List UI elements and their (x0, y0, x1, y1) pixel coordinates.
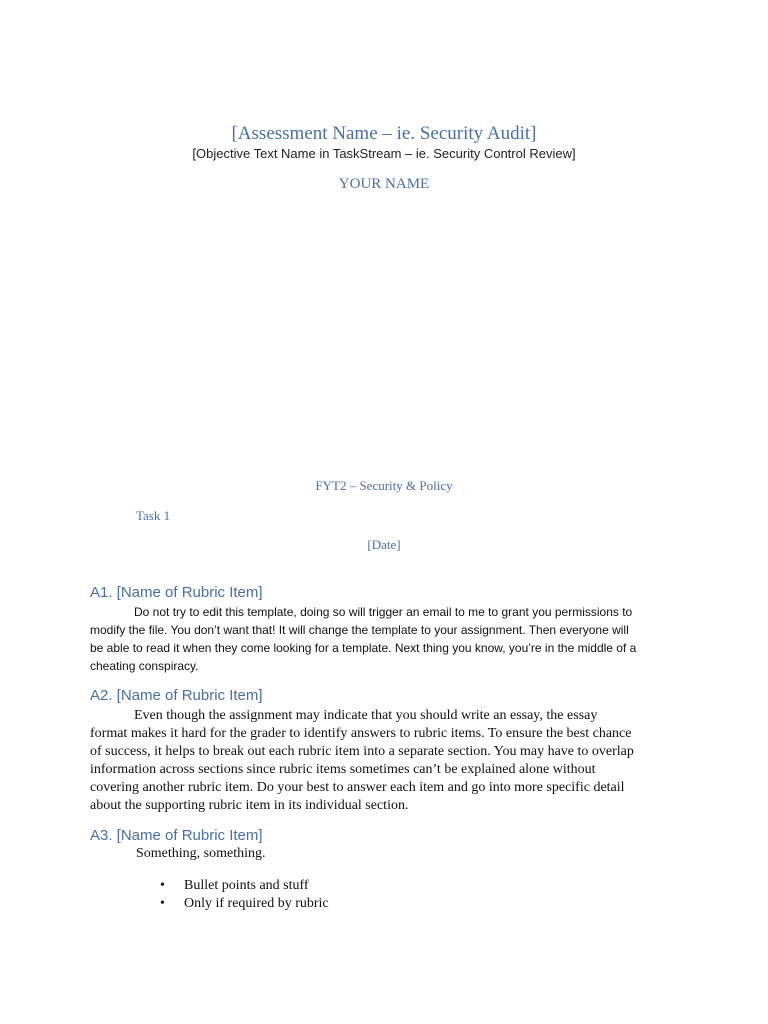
bullet-icon: • (160, 896, 165, 911)
paragraph-line: about the supporting rubric item in its individual section. (90, 798, 409, 813)
section-a3-body: Something, something. (136, 846, 266, 861)
date-label: [Date] (367, 537, 401, 552)
paragraph-line: modify the file. You don’t want that! It will change the template to your assignment. Then everyone will (90, 623, 629, 637)
objective-subtitle: [Objective Text Name in TaskStream – ie. Security Control Review] (192, 146, 576, 161)
section-a1-heading: A1. [Name of Rubric Item] (90, 584, 263, 601)
list-item (160, 895, 329, 913)
course-name: FYT2 – Security & Policy (315, 478, 453, 493)
paragraph-line: cheating conspiracy. (90, 659, 199, 673)
bullet-list (160, 877, 329, 913)
paragraph-line: of success, it helps to break out each rubric item into a separate section. You may have to overlap (90, 744, 634, 759)
list-item-text: Bullet points and stuff (184, 878, 309, 893)
section-a1-body (90, 603, 690, 675)
paragraph-line: covering another rubric item. Do your best to answer each item and go into more specific detail (90, 780, 625, 795)
section-a3-heading: A3. [Name of Rubric Item] (90, 827, 263, 844)
section-a2-body (90, 707, 692, 815)
paragraph-line: information across sections since rubric items sometimes can’t be explained alone without (90, 762, 596, 777)
paragraph-line: Do not try to edit this template, doing so will trigger an email to me to grant you permissions to (134, 605, 633, 619)
task-label: Task 1 (136, 508, 171, 523)
list-item (160, 877, 329, 895)
bullet-icon: • (160, 878, 165, 893)
paragraph-line: be able to read it when they come looking for a template. Next thing you know, you’re in the middle of a (90, 641, 637, 655)
assessment-title: [Assessment Name – ie. Security Audit] (231, 123, 537, 144)
section-a2-heading: A2. [Name of Rubric Item] (90, 687, 263, 704)
list-item-text: Only if required by rubric (184, 896, 329, 911)
paragraph-line: format makes it hard for the grader to identify answers to rubric items. To ensure the best chance (90, 726, 632, 741)
paragraph-line: Even though the assignment may indicate that you should write an essay, the essay (134, 708, 598, 723)
author-name: YOUR NAME (338, 176, 430, 192)
